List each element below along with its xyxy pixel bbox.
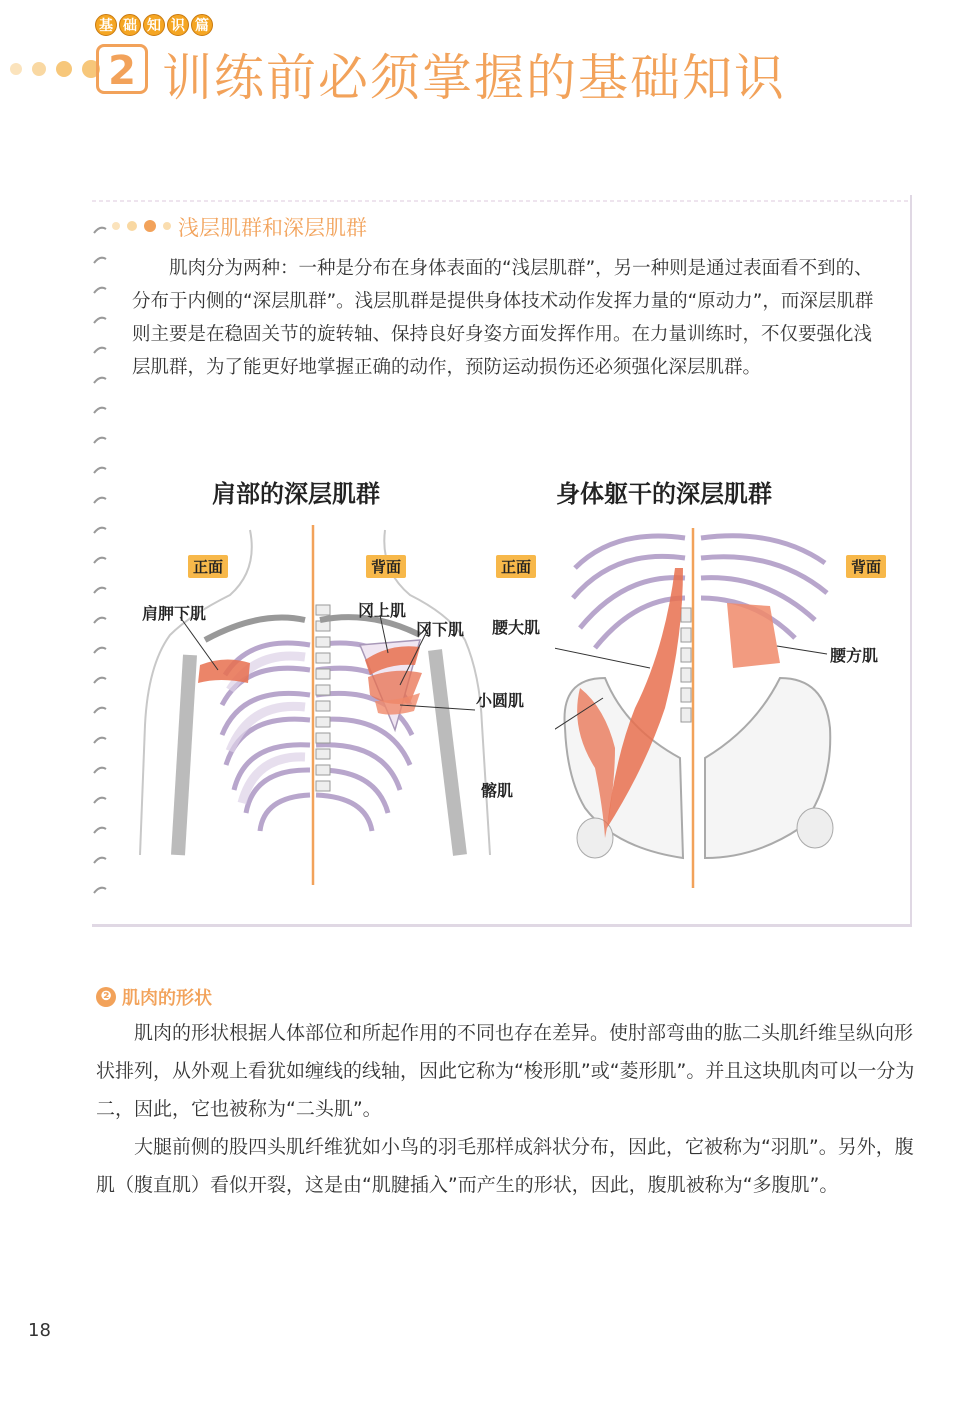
label-supraspinatus: 冈上肌 [358,601,407,620]
box-paragraph-text: 肌肉分为两种：一种是分布在身体表面的“浅层肌群”，另一种则是通过表面看不到的、分布于内侧的“深层肌群”。浅层肌群是提供身体技术动作发挥力量的“原动力”，而深层肌群则主要是在稳固关节的旋转轴、保持良好身姿方面发挥作用。在力量训练时，不仅要强化浅层肌群，为了能更好地掌握正确的动作，预防运动损伤还必须强化深层肌群。 [132,258,874,378]
category-char: 知 [143,14,165,36]
box-right-border [910,195,912,925]
label-iliacus: 髂肌 [481,781,514,800]
trunk-front-tag: 正面 [496,555,536,578]
subscapularis-muscle [198,659,250,683]
label-quadratus: 腰方肌 [830,646,879,665]
section2-paragraph-1: 肌肉的形状根据人体部位和所起作用的不同也存在差异。使肘部弯曲的肱二头肌纤维呈纵向形状排列，从外观上看犹如缠线的线轴，因此它称为“梭形肌”或“菱形肌”。并且这块肌肉可以一分为二，因此，它也被称为“二头肌”。 [96,1022,915,1120]
label-subscapularis: 肩胛下肌 [142,604,207,623]
label-teres-minor: 小圆肌 [476,691,525,710]
box-paragraph [132,252,882,384]
section2-title: 肌肉的形状 [122,988,212,1009]
label-infraspinatus: 冈下肌 [416,620,465,639]
category-char: 础 [119,14,141,36]
shoulder-figure-title: 肩部的深层肌群 [212,480,380,508]
page-title: 训练前必须掌握的基础知识 [162,49,786,107]
section2-paragraph-2: 大腿前侧的股四头肌纤维犹如小鸟的羽毛那样成斜状分布，因此，它被称为“羽肌”。另外，腹肌（腹直肌）看似开裂，这是由“肌腱插入”而产生的形状，因此，腹肌被称为“多腹肌”。 [96,1136,914,1196]
page-number: 18 [28,1320,51,1341]
subheading-dots [112,220,171,232]
category-badge [95,14,213,36]
category-char: 基 [95,14,117,36]
box-bottom-border [92,924,912,927]
category-char: 识 [167,14,189,36]
category-char: 篇 [191,14,213,36]
shoulder-front-tag: 正面 [188,555,228,578]
shoulder-back-tag: 背面 [366,555,406,578]
section-number: 2 [96,44,148,94]
decorative-dots [10,60,100,78]
spiral-binding [92,225,108,905]
box-top-dashed-line [92,200,912,202]
quadratus-muscle [727,603,780,668]
section2-number: ❷ [96,987,116,1007]
section2-body [96,1014,918,1204]
section2-heading [96,984,212,1010]
shoulder-skeleton-illustration [130,525,500,890]
label-psoas: 腰大肌 [492,618,541,637]
trunk-back-tag: 背面 [846,555,886,578]
box-heading: 浅层肌群和深层肌群 [178,216,367,240]
trunk-skeleton-illustration [555,528,875,888]
trunk-figure-title: 身体躯干的深层肌群 [556,480,772,508]
